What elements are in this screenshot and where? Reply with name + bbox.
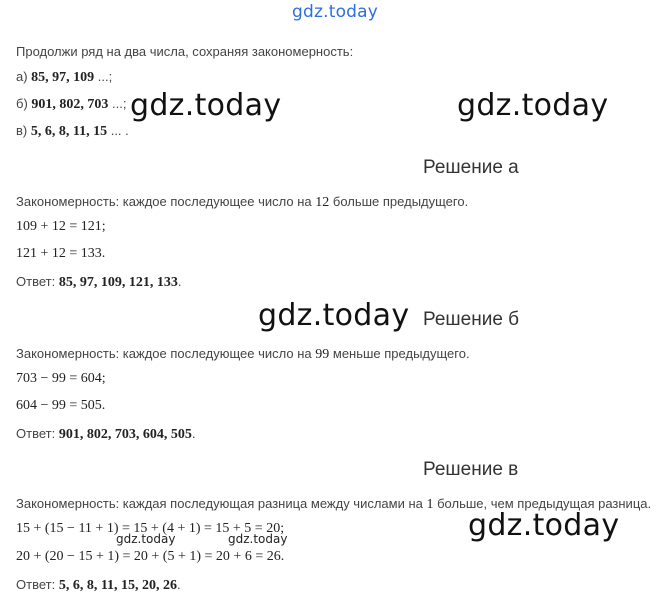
solution-b-answer-end: . (191, 426, 196, 441)
watermark-small-2: gdz.today (228, 532, 288, 546)
solution-b-heading: Решение б (423, 309, 520, 330)
solution-a-rule-end: больше предыдущего. (329, 194, 469, 209)
task-item-b-label: б) (16, 96, 32, 111)
solution-b-answer (16, 425, 195, 443)
solution-v-rule-number: 1 (426, 497, 434, 512)
solution-a-answer-end: . (177, 274, 182, 289)
solution-b-rule (16, 345, 470, 363)
task-item-v (16, 122, 129, 140)
solution-a-rule-number: 12 (315, 195, 330, 210)
watermark-big-4: gdz.today (468, 508, 620, 543)
task-item-a-sequence: 85, 97, 109 (31, 70, 95, 85)
task-item-a-label: а) (16, 69, 32, 84)
solution-b-line-2: 604 − 99 = 505. (16, 398, 106, 413)
task-item-b-sequence: 901, 802, 703 (31, 97, 109, 112)
solution-b-line-1: 703 − 99 = 604; (16, 371, 106, 386)
task-item-a-tail: ...; (94, 69, 113, 84)
solution-b-answer-values: 901, 802, 703, 604, 505 (58, 427, 192, 442)
task-item-v-tail: ... . (107, 123, 129, 138)
watermark-big-3: gdz.today (258, 298, 410, 333)
solution-b-answer-label: Ответ: (16, 426, 59, 441)
solution-v-answer-end: . (177, 577, 181, 592)
solution-v-answer-values: 5, 6, 8, 11, 15, 20, 26 (58, 578, 178, 593)
solution-v-rule-end: больше, чем предыдущая разница. (433, 496, 652, 511)
task-item-v-sequence: 5, 6, 8, 11, 15 (30, 124, 108, 139)
task-intro: Продолжи ряд на два числа, сохраняя закономерность: (16, 44, 354, 59)
solution-v-line-1: 15 + (15 − 11 + 1) = 15 + (4 + 1) = 15 + 5 = 20; (16, 521, 285, 536)
solution-a-heading: Решение а (423, 157, 519, 178)
task-item-b-tail: ...; (108, 96, 127, 111)
solution-v-line-2: 20 + (20 − 15 + 1) = 20 + (5 + 1) = 20 + 6 = 26. (16, 549, 285, 564)
solution-a-line-2: 121 + 12 = 133. (16, 246, 106, 261)
task-item-v-label: в) (16, 123, 31, 138)
solution-v-heading: Решение в (423, 459, 519, 480)
watermark-big-2: gdz.today (457, 88, 609, 123)
solution-b-rule-text: Закономерность: каждое последующее число на (16, 346, 316, 361)
task-item-a (16, 68, 112, 86)
task-item-b (16, 95, 126, 113)
solution-a-answer-values: 85, 97, 109, 121, 133 (58, 275, 178, 290)
watermark-big-1: gdz.today (130, 88, 282, 123)
solution-a-line-1: 109 + 12 = 121; (16, 219, 106, 234)
solution-v-rule-text: Закономерность: каждая последующая разница между числами на (16, 496, 427, 511)
solution-v-answer (16, 576, 181, 594)
solution-a-answer-label: Ответ: (16, 274, 59, 289)
solution-a-rule-text: Закономерность: каждое последующее число на (16, 194, 316, 209)
watermark-small-1: gdz.today (116, 532, 176, 546)
watermark-top: gdz.today (292, 2, 379, 22)
solution-v-answer-label: Ответ: (16, 577, 59, 592)
solution-b-rule-end: меньше предыдущего. (329, 346, 470, 361)
solution-b-rule-number: 99 (315, 347, 330, 362)
solution-a-answer (16, 273, 181, 291)
solution-a-rule (16, 193, 468, 211)
